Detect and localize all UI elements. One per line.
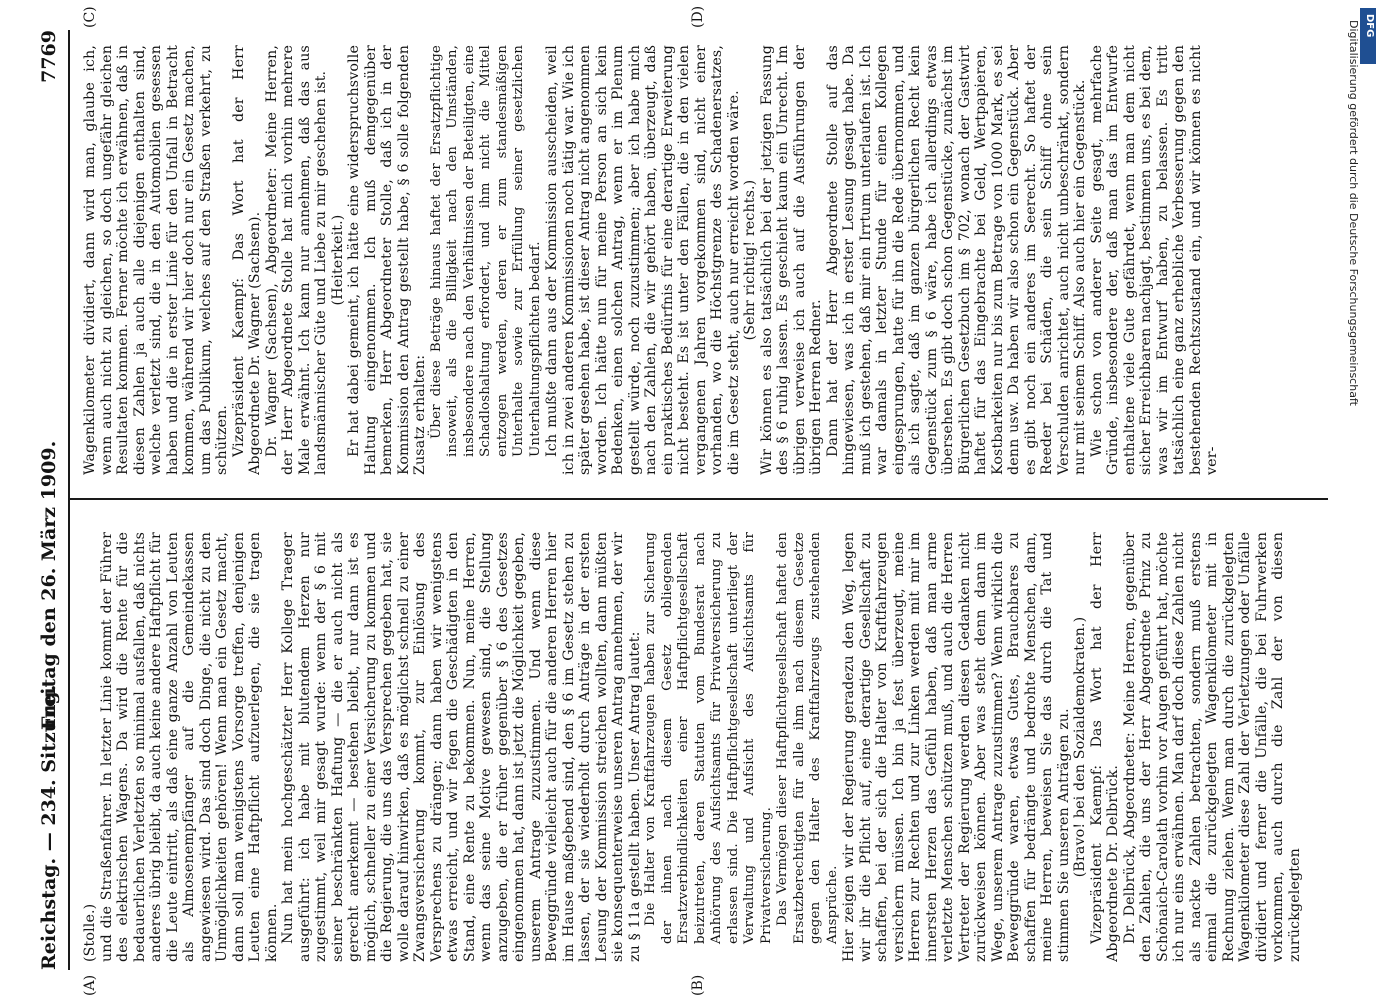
margin-letter-c: (C) — [82, 6, 98, 28]
paragraph: und die Straßenfahrer. In letzter Linie kommt der Führer des elektrischen Wagens. Da wird die Rente für die bedauerlichen Verletzten so minimal ausfallen, daß nichts anderes übrig bleibt, da auch keine andere Haftpflicht für die Leute eintritt, als daß eine ganze Anzahl von Leuten als Almosenempfänger auf die Gemeindekassen angewiesen wird. Das sind doch Dinge, die nicht zu den Unmöglichkeiten gehören! Wenn man ein Gesetz macht, dann soll man wenigstens Vorsorge treffen, denjenigen Leuten eine Haftpflicht aufzuerlegen, die sie tragen können. — [98, 532, 280, 962]
page-header-session: Reichstag. — 234. Sitzung. — [38, 684, 60, 970]
margin-letter-a: (A) — [82, 974, 98, 996]
paragraph: Wagenkilometer dividiert, dann wird man, glaube ich, wenn auch nicht zu gleichen, so doch ungefähr gleichen Resultaten kommen. Ferner möchte ich erwähnen, daß in diesen Zahlen ja auch alle diejenigen enthalten sind, welche verletzt sind, die in den Automobilen gesessen haben und die in erster Linie für den Unfall in Betracht kommen, während wir hier doch nur ein Gesetz machen, um das Publikum, welches auf den Straßen verkehrt, zu schützen. — [82, 45, 230, 475]
chair-announcement: Vizepräsident Kaempf: Das Wort hat der Herr Abgeordnete Dr. Delbrück. — [1088, 532, 1121, 962]
paragraph: Wie schon von anderer Seite gesagt, mehrfache Gründe, insbesondere der, daß man das im Entwurfe enthaltene viele Gute gefährdet, wenn man dem nicht sicher Erreichbaren nachjagt, bestimmen uns, es bei dem, was wir im Entwurf haben, zu belassen. Es tritt tatsächlich eine ganz erhebliche Verbesserung gegen den bestehenden Rechtszustand ein, und wir können es nicht ver- — [1088, 45, 1220, 475]
interjection: (Sehr richtig! rechts.) — [742, 179, 758, 341]
speaker-tag: (Stolle.) — [82, 903, 98, 962]
margin-letter-b: (B) — [690, 974, 706, 996]
paragraph: Wir können es also tatsächlich bei der jetzigen Fassung des § 6 ruhig lassen. Es geschieht kaum ein Unrecht. Im übrigen verweise ich auch auf die Ausführungen der übrigen Herren Redner. — [758, 45, 824, 475]
margin-letter-d: (D) — [690, 5, 706, 28]
paragraph: Dann hat der Herr Abgeordnete Stolle auf das hingewiesen, was ich in erster Lesung gesagt habe. Da muß ich gestehen, daß mir ein Irrtum unterlaufen ist. Ich war damals in letzter Stunde für einen Kollegen eingesprungen, hatte für ihn die Rede übernommen, und als ich sagte, daß im ganzen bürgerlichen Recht kein Gegenstück zum § 6 wäre, habe ich allerdings etwas übersehen. Es gibt doch schon Gegenstücke, zunächst im Bürgerlichen Gesetzbuch im § 702, wonach der Gastwirt haftet für das Eingebrachte bei Geld, Wertpapieren, Kostbarkeiten nur bis zum Betrage von 1000 Mark, es sei denn usw. Da haben wir also schon ein Gegenstück. Aber es gibt noch ein anderes im Seerecht. So haftet der Reeder bei Schäden, die sein Schiff ohne sein Verschulden anrichtet, auch nicht unbeschränkt, sondern nur mit seinem Schiff. Also auch hier ein Gegenstück. — [824, 45, 1088, 475]
paragraph: Dr. Wagner (Sachsen), Abgeordneter: Meine Herren, der Herr Abgeordnete Stolle hat mich vorhin mehrere Male erwähnt. Ich kann nur annehmen, daß das aus landsmännischer Güte und Liebe zu mir geschehen ist. — [263, 45, 329, 475]
page-header-date: Freitag den 26. März 1909. — [38, 440, 60, 730]
paragraph: Dr. Delbrück, Abgeordneter: Meine Herren, gegenüber den Zahlen, die uns der Herr Abgeordnete Prinz zu Schönaich-Carolath vorhin vor Augen geführt hat, möchte ich nur eins erwähnen. Man darf doch diese Zahlen nicht als nackte Zahlen betrachten, sondern muß erstens einmal die zurückgelegten Wagenkilometer mit in Rechnung ziehen. Wenn man durch die zurückgelegten Wagenkilometer diese Zahl der Verletzungen oder Unfälle dividiert und ferner die Unfälle, die bei Fuhrwerken vorkommen, auch durch die Zahl der von diesen zurückgelegten — [1121, 532, 1303, 962]
interjection: (Bravo! bei den Sozialdemokraten.) — [1072, 616, 1088, 878]
right-column — [82, 45, 1322, 475]
interjection: (Heiterkeit.) — [329, 214, 346, 306]
paragraph: Nun hat mein hochgeschätzter Herr Kollege Traeger ausgeführt: ich habe mit blutendem Herzen nur zugestimmt, weil mir gesagt wurde: wenn der § 6 mit seiner beschränkten Haftung — die er auch nicht als gerecht anerkennt — bestehen bleibt, nur dann ist es möglich, schneller zu einer Versicherung zu kommen und die Regierung, die uns das Versprechen gegeben hat, sie wolle darauf hinwirken, daß es möglichst schnell zu einer Zwangsversicherung kommt, zur Einlösung des Versprechens zu drängen; dann haben wir wenigstens etwas erreicht, und wir fegen die Geschädigten in den Stand, eine Rente zu bekommen. Nun, meine Herren, wenn das seine Motive gewesen sind, die Stellung anzugeben, die er früher gegenüber § 6 des Gesetzes eingenommen hat, dann ist jetzt die Möglichkeit gegeben, unserem Antrage zuzustimmen. Und wenn diese Beweggründe vielleicht auch für die anderen Herren hier im Hause maßgebend sind, den § 6 im Gesetz stehen zu lassen, der sie wiederholt durch Anträge in der ersten Lesung der Kommission streichen wollten, dann müßten sie konsequenterweise unseren Antrag annehmen, der wir zu § 11a gestellt haben. Unser Antrag lautet: — [280, 532, 643, 962]
dfg-logo-text: DFG — [1364, 14, 1375, 38]
quoted-motion: Über diese Beträge hinaus haftet der Ersatzpflichtige insoweit, als die Billigkeit nach den Umständen, insbesondere nach den Verhältnissen der Beteiligten, eine Schadloshaltung erfordert, und ihm nicht die Mittel entzogen werden, deren er zum standesmäßigen Unterhalte sowie zur Erfüllung seiner gesetzlichen Unterhaltungspflichten bedarf. — [428, 45, 543, 457]
paragraph: Hier zeigen wir der Regierung geradezu den Weg, legen wir ihr die Pflicht auf, eine derartige Gesellschaft zu schaffen, bei der sich die Halter von Kraftfahrzeugen versichern müssen. Ich bin ja fest überzeugt, meine Herren zur Rechten und zur Linken werden mit mir im innersten Herzen das Gefühl haben, daß man arme verletzte Menschen schützen muß, und auch die Herren Vertreter der Regierung werden diesen Gedanken nicht zurückweisen können. Aber was steht denn dann im Wege, unserem Antrage zuzustimmen? Wenn wirklich die Beweggründe waren, etwas Gutes, Brauchbares zu schaffen für bedrängte und bedrohte Menschen, dann, meine Herren, beweisen Sie das durch die Tat und stimmen Sie unseren Anträgen zu. — [841, 532, 1072, 962]
rotated-page — [30, 5, 1340, 996]
paragraph: Ich mußte dann aus der Kommission ausscheiden, weil ich in zwei anderen Kommissionen noch tätig war. Wie ich später gesehen habe, ist dieser Antrag nicht angenommen worden. Ich hätte nun für meine Person an sich kein Bedenken, einen solchen Antrag, wenn er im Plenum gestellt würde, noch zuzustimmen; aber ich habe mich nach den Zahlen, die wir gehört haben, überzeugt, daß ein praktisches Bedürfnis für eine derartige Erweiterung nicht besteht. Es ist unter den Fällen, die in den vielen vergangenen Jahren vorgekommen sind, nicht einer vorhanden, wo die Höchstgrenze des Schadenersatzes, die im Gesetz steht, auch nur erreicht worden wäre. — [544, 45, 742, 475]
digitization-credit-text: Digitalisierung gefördert durch die Deutsche Forschungsgemeinschaft — [1347, 20, 1360, 406]
chair-announcement: Vizepräsident Kaempf: Das Wort hat der Herr Abgeordnete Dr. Wagner (Sachsen). — [230, 45, 263, 475]
paragraph: Er hat dabei gemeint, ich hätte eine widerspruchsvolle Haltung eingenommen. Ich muß demgegenüber bemerken, Herr Abgeordneter Stolle, daß ich in der Kommission den Antrag gestellt habe, § 6 solle folgenden Zusatz erhalten: — [346, 45, 428, 475]
header-rule — [68, 30, 70, 970]
quoted-motion: Die Halter von Kraftfahrzeugen haben zur Sicherung der ihnen nach diesem Gesetz obliegenden Ersatzverbindlichkeiten einer Haftpflichtgesellschaft beizutreten, deren Statuten vom Bundesrat nach Anhörung des Aufsichtsamts für Privatversicherung zu erlassen sind. Die Haftpflichtgesellschaft unterliegt der Verwaltung und Aufsicht des Aufsichtsamts für Privatversicherung. — [643, 532, 774, 944]
left-column — [82, 532, 1322, 962]
quoted-motion: Das Vermögen dieser Haftpflichtgesellschaft haftet den Ersatzberechtigten für alle ihm nach diesem Gesetze gegen den Halter des Kraftfahrzeugs zustehenden Ansprüche. — [775, 532, 840, 944]
digitization-credit — [1330, 20, 1370, 980]
page-number: 7769 — [38, 30, 60, 83]
column-divider — [68, 498, 1328, 500]
